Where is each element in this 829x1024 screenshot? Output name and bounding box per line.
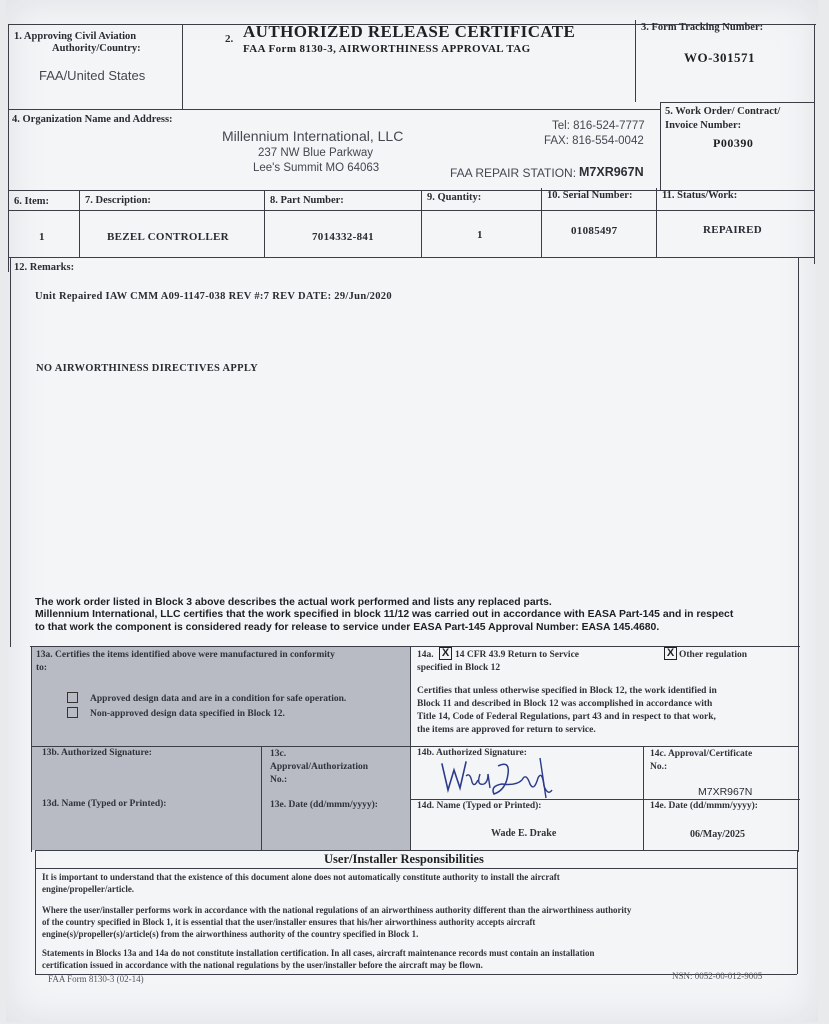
signer-name: Wade E. Drake — [491, 828, 557, 839]
block5-label-2: Invoice Number: — [665, 120, 742, 131]
remarks-line-2: NO AIRWORTHINESS DIRECTIVES APPLY — [36, 363, 259, 374]
responsibilities-para1-line2: engine/propeller/article. — [42, 884, 135, 894]
organization-tel: Tel: 816-524-7777 — [552, 120, 645, 132]
certificate-sheet — [6, 0, 818, 1022]
approval-certificate-number: M7XR967N — [698, 786, 753, 798]
certification-line-3: to that work the component is considered ready for release to service under EASA Part-145 Approval Number: EASA 145.4680. — [35, 622, 660, 633]
other-regulation-label: Other regulation — [679, 650, 747, 660]
organization-address-2: Lee's Summit MO 64063 — [253, 162, 380, 174]
form-tracking-number: WO-301571 — [684, 50, 755, 65]
responsibilities-para2-line3: engine(s)/propeller(s)/article(s) from the airworthiness authority of the country specified in Block 1. — [42, 929, 419, 939]
item-status: REPAIRED — [703, 224, 763, 236]
organization-name: Millennium International, LLC — [222, 128, 404, 144]
col-description: 7. Description: — [85, 195, 151, 206]
form-title: AUTHORIZED RELEASE CERTIFICATE — [243, 22, 576, 41]
repair-station-value: M7XR967N — [579, 165, 644, 179]
responsibilities-title: User/Installer Responsibilities — [324, 852, 484, 866]
block13d-label: 13d. Name (Typed or Printed): — [42, 799, 167, 809]
block13b-label: 13b. Authorized Signature: — [42, 748, 152, 758]
block14a-para-2: Block 11 and described in Block 12 was accomplished in accordance with — [417, 699, 713, 709]
block14d-label: 14d. Name (Typed or Printed): — [417, 801, 542, 811]
non-approved-design-data-checkbox[interactable] — [67, 707, 78, 718]
nsn-footer: NSN: 0052-00-012-9005 — [672, 971, 763, 981]
block13c-label: 13c. — [270, 749, 287, 759]
certification-line-2: Millennium International, LLC certifies that the work specified in block 11/12 was carried out in accordance with EASA Part-145 and in respect — [35, 609, 734, 620]
block14e-label: 14e. Date (dd/mmm/yyyy): — [650, 801, 758, 811]
responsibilities-para1-line1: It is important to understand that the existence of this document alone does not automatically constitute authority to install the aircraft — [42, 872, 560, 882]
block1-label-2: Authority/Country: — [52, 43, 141, 54]
organization-address-1: 237 NW Blue Parkway — [258, 147, 374, 159]
form-subtitle: FAA Form 8130-3, AIRWORTHINESS APPROVAL TAG — [243, 43, 531, 55]
return-to-service-label: 14 CFR 43.9 Return to Service — [455, 650, 580, 660]
block5-label: 5. Work Order/ Contract/ — [665, 106, 781, 117]
approving-authority-value: FAA/United States — [39, 68, 146, 83]
block14c-label: 14c. Approval/Certificate — [650, 749, 753, 759]
remarks-label: 12. Remarks: — [14, 262, 75, 273]
block2-number: 2. — [225, 33, 234, 45]
block14b-label: 14b. Authorized Signature: — [417, 748, 527, 758]
block4-label: 4. Organization Name and Address: — [12, 114, 173, 125]
block14c-label-2: No.: — [650, 762, 668, 772]
responsibilities-para3-line1: Statements in Blocks 13a and 14a do not constitute installation certification. In all cases, aircraft maintenance records must contain an installation — [42, 948, 595, 958]
responsibilities-para3-line2: certification issued in accordance with the national regulations by the user/installer before the aircraft may be flown. — [42, 960, 483, 970]
block14a-prefix: 14a. — [417, 650, 434, 660]
other-regulation-checkbox[interactable]: X — [664, 647, 677, 660]
block3-label: 3. Form Tracking Number: — [641, 22, 764, 33]
form-number-footer: FAA Form 8130-3 (02-14) — [48, 974, 144, 984]
block13e-label: 13e. Date (dd/mmm/yyyy): — [270, 800, 378, 810]
remarks-line-1: Unit Repaired IAW CMM A09-1147-038 REV #:7 REV DATE: 29/Jun/2020 — [35, 291, 392, 302]
return-to-service-checkbox[interactable]: X — [439, 647, 452, 660]
item-description: BEZEL CONTROLLER — [107, 231, 229, 243]
block13c-label-3: No.: — [270, 775, 288, 785]
authorized-signature — [436, 756, 556, 800]
block1-label: 1. Approving Civil Aviation — [14, 31, 137, 42]
item-number: 1 — [39, 231, 45, 243]
certification-line-1: The work order listed in Block 3 above describes the actual work performed and lists any replaced parts. — [35, 597, 552, 608]
item-serial-number: 01085497 — [571, 225, 618, 237]
approved-design-data-checkbox[interactable] — [67, 692, 78, 703]
item-part-number: 7014332-841 — [312, 231, 374, 243]
non-approved-design-data-label: Non-approved design data specified in Block 12. — [90, 709, 285, 719]
item-quantity: 1 — [477, 229, 483, 241]
col-part-number: 8. Part Number: — [270, 195, 344, 206]
col-serial: 10. Serial Number: — [547, 190, 633, 201]
release-date: 06/May/2025 — [690, 829, 745, 840]
block14a-para-3: Title 14, Code of Federal Regulations, part 43 and in respect to that work, — [417, 712, 716, 722]
organization-fax: FAX: 816-554-0042 — [544, 135, 644, 147]
col-item: 6. Item: — [14, 196, 49, 207]
block14a-para-4: the items are approved for return to service. — [417, 725, 596, 735]
block13a-label-2: to: — [36, 663, 48, 673]
repair-station-label: FAA REPAIR STATION: — [450, 166, 577, 180]
work-order-number: P00390 — [713, 136, 754, 150]
block14a-para-1: Certifies that unless otherwise specified in Block 12, the work identified in — [417, 686, 717, 696]
return-to-service-label-2: specified in Block 12 — [417, 663, 501, 673]
responsibilities-para2-line2: of the country specified in Block 1, it is essential that the user/installer ensures that his/her airworthiness authority accepts aircraft — [42, 917, 536, 927]
block13a-label: 13a. Certifies the items identified above were manufactured in conformity — [36, 650, 335, 660]
block13c-label-2: Approval/Authorization — [270, 762, 369, 772]
approved-design-data-label: Approved design data and are in a condition for safe operation. — [90, 694, 347, 704]
col-status: 11. Status/Work: — [662, 190, 738, 201]
col-quantity: 9. Quantity: — [427, 192, 482, 203]
responsibilities-para2-line1: Where the user/installer performs work in accordance with the national regulations of an airworthiness authority different than the airworthiness authority — [42, 905, 632, 915]
